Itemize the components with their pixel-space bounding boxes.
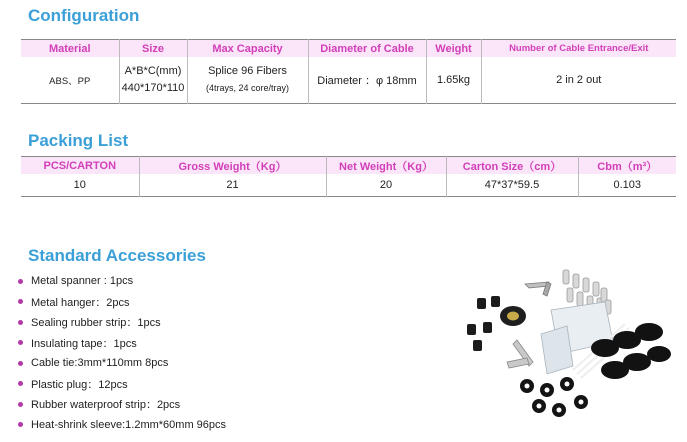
config-header-diameter: Diameter of Cable bbox=[308, 40, 426, 58]
packing-header-pcs: PCS/CARTON bbox=[21, 157, 139, 175]
config-diameter: Diameter ：φ 18mm bbox=[308, 57, 426, 103]
packing-pcs: 10 bbox=[73, 179, 86, 191]
config-header-material: Material bbox=[21, 40, 119, 58]
list-item-label: Heat-shrink sleeve:1.2mm*60mm 96pcs bbox=[31, 418, 227, 431]
list-item bbox=[18, 333, 226, 354]
accessories-photo bbox=[455, 262, 675, 422]
config-material: ABS、PP bbox=[49, 75, 91, 87]
list-item bbox=[18, 415, 226, 436]
config-size-cell bbox=[119, 57, 187, 103]
list-item-label: Cable tie:3mm*110mm 8pcs bbox=[31, 357, 169, 370]
list-item-label: Rubber waterproof strip：2pcs bbox=[31, 399, 181, 412]
list-item-label: Sealing rubber strip：1pcs bbox=[31, 317, 161, 330]
config-capacity-cell bbox=[187, 57, 308, 103]
list-item-label: Metal spanner : 1pcs bbox=[31, 275, 134, 288]
bullet-icon bbox=[18, 422, 23, 427]
bullet-icon bbox=[18, 299, 23, 304]
accessories-heading: Standard Accessories bbox=[28, 246, 206, 265]
config-header-weight: Weight bbox=[426, 40, 481, 58]
config-size-label: A*B*C(mm) bbox=[124, 64, 182, 77]
bullet-icon bbox=[18, 361, 23, 366]
packing-heading: Packing List bbox=[28, 131, 129, 150]
config-weight: 1.65kg bbox=[426, 57, 481, 103]
list-item bbox=[18, 292, 226, 313]
config-header-capacity: Max Capacity bbox=[187, 40, 308, 58]
list-item-label: Plastic plug：12pcs bbox=[31, 378, 128, 391]
packing-cbm: 0.103 bbox=[578, 174, 676, 197]
list-item bbox=[18, 353, 226, 374]
configuration-heading: Configuration bbox=[28, 6, 140, 25]
config-header-size: Size bbox=[119, 40, 187, 58]
list-item bbox=[18, 374, 226, 395]
packing-header-gross: Gross Weight（Kg） bbox=[139, 157, 326, 175]
bullet-icon bbox=[18, 402, 23, 407]
list-item bbox=[18, 271, 226, 292]
packing-header-net: Net Weight（Kg） bbox=[326, 157, 446, 175]
packing-header-cbm: Cbm（m³） bbox=[578, 157, 676, 175]
packing-gross-weight: 21 bbox=[139, 174, 326, 197]
config-capacity: Splice 96 Fibers bbox=[208, 64, 287, 77]
bullet-icon bbox=[18, 279, 23, 284]
accessories-list bbox=[18, 271, 226, 435]
bullet-icon bbox=[18, 320, 23, 325]
list-item bbox=[18, 394, 226, 415]
packing-carton-size: 47*37*59.5 bbox=[446, 174, 578, 197]
bullet-icon bbox=[18, 381, 23, 386]
packing-header-carton: Carton Size（cm） bbox=[446, 157, 578, 175]
config-size-value: 440*170*110 bbox=[121, 81, 185, 94]
list-item-label: Metal hanger：2pcs bbox=[31, 296, 130, 309]
list-item bbox=[18, 312, 226, 333]
config-header-entrance: Number of Cable Entrance/Exit bbox=[481, 40, 676, 58]
packing-net-weight: 20 bbox=[326, 174, 446, 197]
configuration-table bbox=[21, 39, 676, 104]
bullet-icon bbox=[18, 340, 23, 345]
packing-table bbox=[21, 156, 676, 197]
config-entrance: 2 in 2 out bbox=[481, 57, 676, 103]
list-item-label: Insulating tape：1pcs bbox=[31, 337, 137, 350]
config-capacity-detail: (4trays, 24 core/tray) bbox=[205, 82, 290, 93]
config-material-cell bbox=[21, 57, 119, 103]
